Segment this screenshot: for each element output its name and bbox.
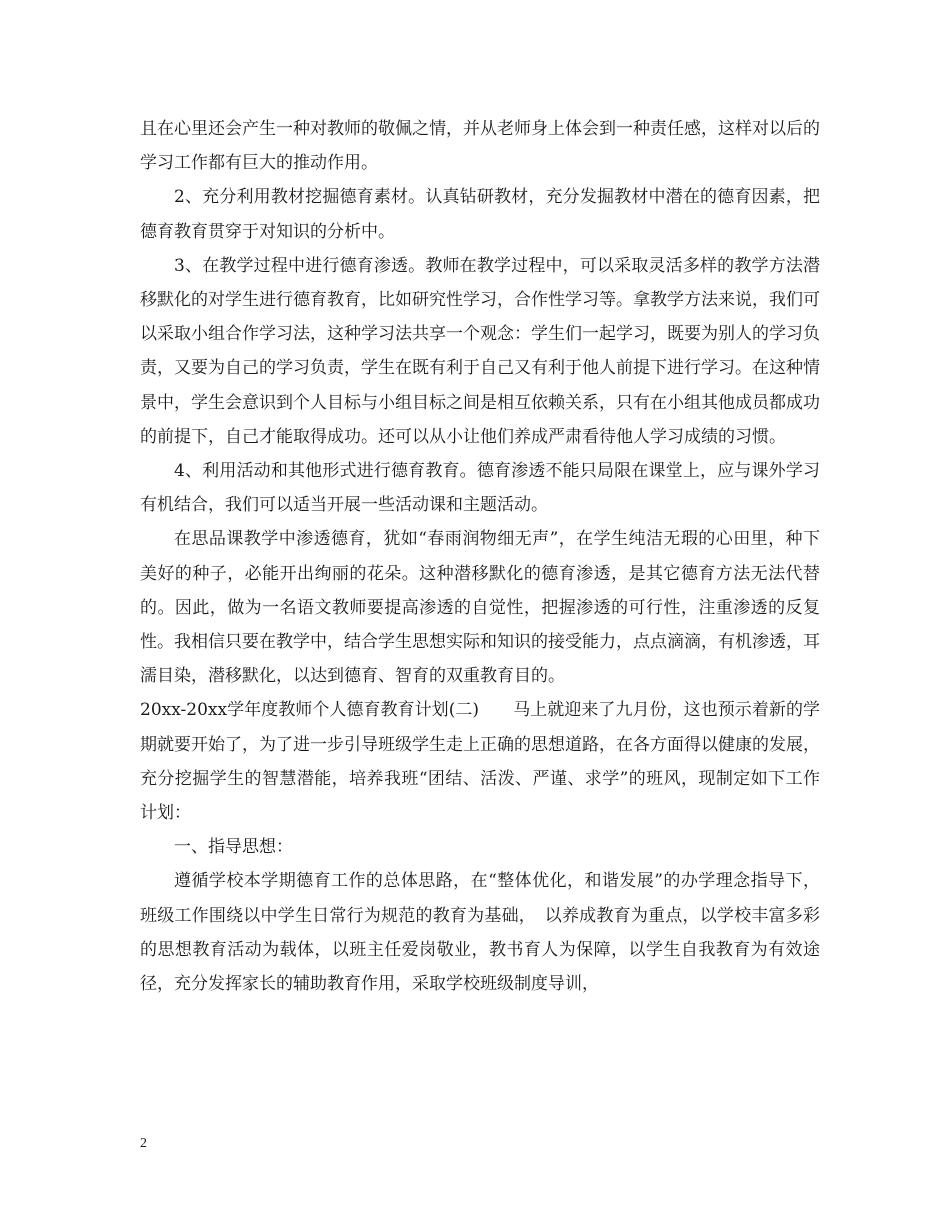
document-body xyxy=(140,112,820,1001)
paragraph: 3、在教学过程中进行德育渗透。教师在教学过程中，可以采取灵活多样的教学方法潜移默化的对学生进行德育教育，比如研究性学习，合作性学习等。拿教学方法来说，我们可以采取小组合作学习法，这种学习法共享一个观念：学生们一起学习，既要为别人的学习负责，又要为自己的学习负责，学生在既有利于自己又有利于他人前提下进行学习。在这种情景中，学生会意识到个人目标与小组目标之间是相互依赖关系，只有在小组其他成员都成功的前提下，自己才能取得成功。还可以从小让他们养成严肃看待他人学习成绩的习惯。 xyxy=(140,255,820,447)
paragraph: 4、利用活动和其他形式进行德育教育。德育渗透不能只局限在课堂上，应与课外学习有机结合，我们可以适当开展一些活动课和主题活动。 xyxy=(140,461,820,516)
paragraph: 且在心里还会产生一种对教师的敬佩之情，并从老师身上体会到一种责任感，这样对以后的学习工作都有巨大的推动作用。 xyxy=(140,119,820,174)
section-heading-paragraph: 20xx-20xx学年度教师个人德育教育计划(二) 马上就迎来了九月份，这也预示着新的学期就要开始了，为了进一步引导班级学生走上正确的思想道路，在各方面得以健康的发展，充分挖掘学生的智慧潜能，培养我班“团结、活泼、严谨、求学”的班风，现制定如下工作计划： xyxy=(140,700,820,824)
subheading: 一、指导思想： xyxy=(174,837,293,858)
page-number: 2 xyxy=(140,1136,147,1151)
paragraph: 在思品课教学中渗透德育，犹如“春雨润物细无声”，在学生纯洁无瑕的心田里，种下美好的种子，必能开出绚丽的花朵。这种潜移默化的德育渗透，是其它德育方法无法代替的。因此，做为一名语文教师要提高渗透的自觉性，把握渗透的可行性，注重渗透的反复性。我相信只要在教学中，结合学生思想实际和知识的接受能力，点点滴滴，有机渗透，耳濡目染，潜移默化，以达到德育、智育的双重教育目的。 xyxy=(140,529,820,687)
paragraph: 2、充分利用教材挖掘德育素材。认真钻研教材，充分发掘教材中潜在的德育因素，把德育教育贯穿于对知识的分析中。 xyxy=(140,187,820,242)
paragraph: 遵循学校本学期德育工作的总体思路，在“整体优化，和谐发展”的办学理念指导下，班级工作围绕以中学生日常行为规范的教育为基础， 以养成教育为重点，以学校丰富多彩的思想教育活动为载体，以班主任爱岗敬业，教书育人为保障，以学生自我教育为有效途径，充分发挥家长的辅助教育作用，采取学校班级制度导训， xyxy=(140,871,820,995)
